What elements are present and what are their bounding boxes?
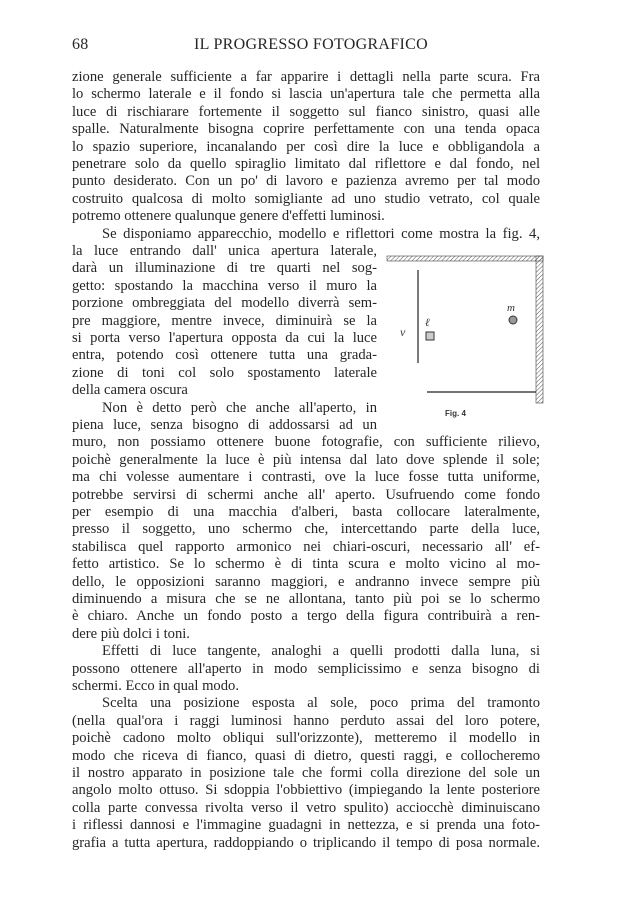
text-line: stabilisca quel rapporto armonico nei chiari-oscuri, necessario all' ef- <box>72 538 540 555</box>
label-m: m <box>507 302 515 314</box>
text-line: Non è detto però che anche all'aperto, in <box>102 399 377 416</box>
text-line: lo schermo laterale e il fondo si lascia un'apertura tale che permetta alla <box>72 86 540 103</box>
text-line: spalle. Naturalmente bisogna coprire perfettamente con una tenda opaca <box>72 121 540 138</box>
text-line: dello, le opposizioni saranno maggiori, e andranno invece sempre più <box>72 573 540 590</box>
text-line: Se disponiamo apparecchio, modello e riflettori come mostra la fig. 4, <box>102 225 540 242</box>
text-line: dere più dolci i toni. <box>72 625 190 642</box>
page-number: 68 <box>72 36 89 53</box>
text-line: fetto artistico. Se lo schermo è di tinta scura e molto vicino al mo- <box>72 556 540 573</box>
text-line: darà un illuminazione di tre quarti nel sog- <box>72 260 377 277</box>
text-line: piena luce, senza bisogno di addossarsi ad un <box>72 417 377 433</box>
text-line: punto desiderato. Con un po' di lavoro e pazienza avremo per tal modo <box>72 173 540 190</box>
text-line: possono ottenere all'aperto in modo semplicissimo e senza bisogno di <box>72 660 540 677</box>
text-line: (nella qual'ora i raggi luminosi hanno perduto assai del loro potere, <box>72 712 540 729</box>
text-line: Scelta una posizione esposta al sole, poco prima del tramonto <box>102 695 540 712</box>
text-line: angolo molto ottuso. Si sdoppia l'obbiettivo (impiegando la lente posteriore <box>72 782 540 799</box>
text-line: getto: spostando la macchina verso il muro la <box>72 277 377 294</box>
text-line: potremo ottenere qualunque genere d'effetti luminosi. <box>72 208 385 225</box>
text-line: ma chi volesse aumentare i contrasti, ove la luce fosse tutta uniforme, <box>72 469 540 486</box>
running-title: IL PROGRESSO FOTOGRAFICO <box>194 36 428 53</box>
text-line: entra, potendo così ottenere tutta una grada- <box>72 347 377 364</box>
camera-square <box>426 332 434 340</box>
text-line: lo spazio superiore, incanalando per così dire la luce e obbligandola a <box>72 138 540 155</box>
text-line: per esempio di una macchia d'alberi, basta collocare lateralmente, <box>72 504 540 520</box>
text-line: della camera oscura <box>72 382 188 399</box>
label-v: v <box>400 325 406 339</box>
text-line: pre maggiore, mentre invece, diminuirà se la <box>72 312 377 329</box>
text-line: colla parte convessa rivolta verso il vetro spulito) acciocchè diminuiscano <box>72 799 540 816</box>
text-line: Effetti di luce tangente, analoghi a quelli prodotti dalla luna, si <box>102 643 540 660</box>
text-line: presso il soggetto, uno schermo che, intercettando parte della luce, <box>72 521 540 538</box>
label-l: ℓ <box>425 317 430 329</box>
text-line: diminuendo a misura che se ne allontana, tanto più poi se lo schermo <box>72 591 540 607</box>
figure-caption: Fig. 4 <box>445 409 466 418</box>
text-line: la luce entrando dall' unica apertura laterale, <box>72 243 377 259</box>
model-circle <box>509 316 517 324</box>
text-line: muro, non possiamo ottenere buone fotografie, con sufficiente rilievo, <box>72 434 540 451</box>
text-line: costruito qualcosa di molto somigliante ad uno studio vetrato, col quale <box>72 190 540 207</box>
text-line: schermi. Ecco in qual modo. <box>72 678 239 694</box>
right-wall <box>536 256 543 403</box>
text-line: i riflessi dannosi e l'immagine guadagni in nettezza, e si prenda una foto- <box>72 817 540 834</box>
text-line: il nostro apparato in posizione tale che formi colla direzione del sole un <box>72 765 540 781</box>
text-line: grafia a tutta apertura, raddoppiando o triplicando il tempo di posa normale. <box>72 834 540 851</box>
text-line: luce di rischiarare fortemente il soggetto sul fianco sinistro, quasi alle <box>72 103 540 120</box>
figure-4-diagram <box>380 250 550 425</box>
text-line: si porta verso l'apertura opposta da cui la luce <box>72 330 377 346</box>
top-wall <box>387 256 543 261</box>
text-line: poichè generalmente la luce è più intensa dal lato dove splende il sole; <box>72 451 540 468</box>
text-line: è chiaro. Anche un fondo posto a tergo della figura contribuirà a ren- <box>72 608 540 625</box>
text-line: modo che riceva di fianco, quasi di dietro, questi raggi, e collocheremo <box>72 747 540 764</box>
text-line: porzione ombreggiata del modello diverrà sem- <box>72 295 377 312</box>
text-line: potrebbe servirsi di schermi anche all' aperto. Usufruendo come fondo <box>72 486 540 503</box>
text-line: poichè cadono molto obliqui sull'orizzonte), metteremo il modello in <box>72 730 540 747</box>
text-line: penetrare solo da quello spiraglio limitato dal riflettore e dal fondo, nel <box>72 156 540 172</box>
text-line: zione di toni col solo spostamento laterale <box>72 364 377 381</box>
text-line: zione generale sufficiente a far apparire i dettagli nella parte scura. Fra <box>72 69 540 85</box>
